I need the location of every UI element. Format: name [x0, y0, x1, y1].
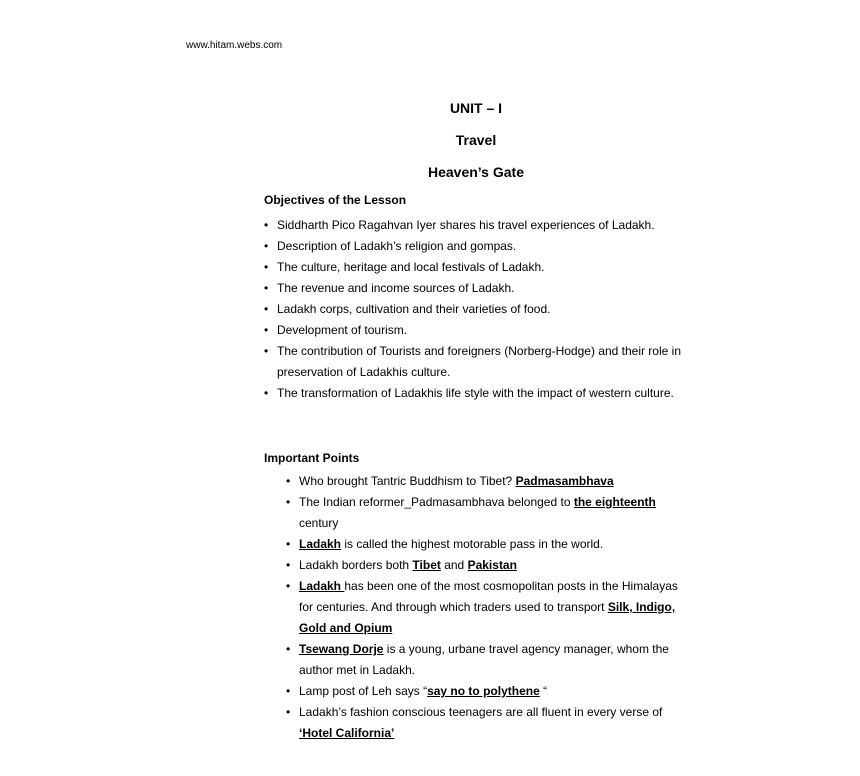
point-item [286, 555, 686, 576]
point-answer: ‘Hotel California’ [299, 726, 395, 740]
unit-title: UNIT – I [449, 100, 503, 116]
bullet-icon: • [286, 495, 291, 509]
point-text: and [440, 558, 468, 572]
point-answer: say no to polythene [427, 684, 540, 698]
objective-item [264, 236, 704, 257]
objective-text: Ladakh corps, cultivation and their varieties of food. [277, 302, 551, 316]
bullet-icon: • [264, 260, 269, 274]
objective-text: Siddharth Pico Ragahvan Iyer shares his travel experiences of Ladakh. [277, 218, 655, 232]
point-item [286, 639, 686, 681]
section-title-travel: Travel [455, 132, 497, 148]
objective-text: Development of tourism. [277, 323, 408, 337]
point-text: is called the highest motorable pass in the world. [341, 537, 604, 551]
point-text: Who brought Tantric Buddhism to Tibet? [299, 474, 516, 488]
bullet-icon: • [286, 537, 291, 551]
bullet-icon: • [264, 302, 269, 316]
point-answer: Padmasambhava [515, 474, 614, 488]
point-answer: the eighteenth [573, 495, 656, 509]
bullet-icon: • [264, 323, 269, 337]
bullet-icon: • [264, 218, 269, 232]
point-suffix: century [299, 516, 339, 530]
objective-item [264, 215, 704, 236]
objective-item [264, 299, 704, 320]
chapter-title: Heaven’s Gate [428, 164, 524, 180]
point-item [286, 576, 686, 639]
point-answer: Tibet [412, 558, 441, 572]
bullet-icon: • [286, 705, 291, 719]
point-item [286, 681, 686, 702]
point-answer: Pakistan [467, 558, 517, 572]
point-item [286, 702, 686, 744]
point-text: Ladakh borders both [299, 558, 413, 572]
point-text: is a young, urbane travel agency manager, whom the author met in Ladakh. [299, 642, 669, 677]
point-item [286, 492, 686, 534]
objective-text: The revenue and income sources of Ladakh. [277, 281, 515, 295]
objectives-list [264, 215, 704, 404]
point-suffix: “ [539, 684, 548, 698]
objective-item [264, 383, 704, 404]
bullet-icon: • [264, 344, 269, 358]
bullet-icon: • [286, 474, 291, 488]
header-url: www.hitam.webs.com [186, 40, 283, 51]
objective-text: The culture, heritage and local festivals of Ladakh. [277, 260, 545, 274]
objective-text: The contribution of Tourists and foreigners (Norberg-Hodge) and their role in preservation of Ladakhis culture. [277, 344, 681, 379]
point-item [286, 471, 686, 492]
bullet-icon: • [286, 684, 291, 698]
objective-item [264, 341, 704, 383]
bullet-icon: • [264, 386, 269, 400]
bullet-icon: • [286, 642, 291, 656]
point-text: has been one of the most cosmopolitan posts in the Himalayas for centuries. And through which traders used to transport [299, 579, 678, 614]
objective-text: Description of Ladakh’s religion and gompas. [277, 239, 517, 253]
point-answer: Silk, Indigo, Gold and Opium [299, 600, 676, 635]
bullet-icon: • [264, 281, 269, 295]
important-points-heading: Important Points [264, 451, 360, 465]
objective-item [264, 278, 704, 299]
bullet-icon: • [286, 579, 291, 593]
objectives-heading: Objectives of the Lesson [264, 193, 407, 207]
point-text: Ladakh’s fashion conscious teenagers are all fluent in every verse of [299, 705, 663, 719]
point-answer: Ladakh [299, 579, 345, 593]
point-item [286, 534, 686, 555]
point-answer: Tsewang Dorje [299, 642, 384, 656]
objective-item [264, 320, 704, 341]
bullet-icon: • [264, 239, 269, 253]
point-answer: Ladakh [299, 537, 342, 551]
bullet-icon: • [286, 558, 291, 572]
important-points-list [286, 471, 686, 744]
point-text: The Indian reformer_Padmasambhava belonged to [299, 495, 574, 509]
point-text: Lamp post of Leh says “ [299, 684, 428, 698]
objective-item [264, 257, 704, 278]
objective-text: The transformation of Ladakhis life style with the impact of western culture. [277, 386, 674, 400]
